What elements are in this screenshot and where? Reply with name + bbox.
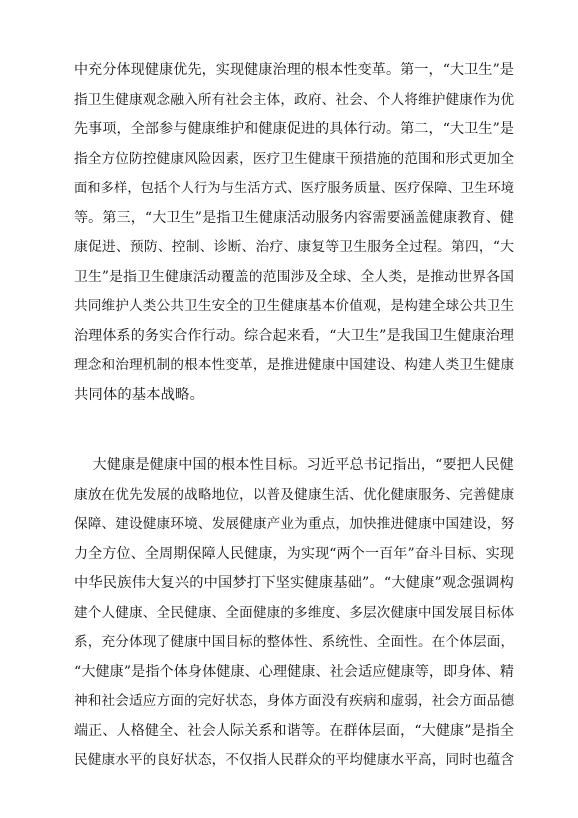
text-line: 指卫生健康观念融入所有社会主体，政府、社会、个人将维护健康作为优 <box>74 91 515 108</box>
text-line: 共同体的基本战略。 <box>74 386 205 403</box>
text-line: 等。第三，“大卫生”是指卫生健康活动服务内容需要涵盖健康教育、健 <box>74 209 515 226</box>
text-line: 民健康水平的良好状态，不仅指人民群众的平均健康水平高，同时也蕴含 <box>74 752 515 768</box>
text-line: 康放在优先发展的战略地位，以普及健康生活、优化健康服务、完善健康 <box>74 486 515 503</box>
text-line: 中华民族伟大复兴的中国梦打下坚实健康基础”。“大健康”观念强调构 <box>74 575 514 591</box>
text-line: 卫生”是指卫生健康活动覆盖的范围涉及全球、全人类，是推动世界各国 <box>74 268 515 285</box>
text-line: 保障、建设健康环境、发展健康产业为重点，加快推进健康中国建设，努 <box>74 516 515 532</box>
text-line: 建个人健康、全民健康、全面健康的多维度、多层次健康中国发展目标体 <box>74 604 515 621</box>
text-line: 系，充分体现了健康中国目标的整体性、系统性、全面性。在个体层面， <box>74 634 515 650</box>
text-line: 中充分体现健康优先，实现健康治理的根本性变革。第一，“大卫生”是 <box>74 62 515 78</box>
text-line: 力全方位、全周期保障人民健康，为实现“两个一百年”奋斗目标、实现 <box>74 545 515 562</box>
text-line: 理念和治理机制的根本性变革，是推进健康中国建设、构建人类卫生健康 <box>74 357 515 373</box>
text-line: 共同维护人类公共卫生安全的卫生健康基本价值观，是构建全球公共卫生 <box>74 298 515 314</box>
paragraph-da-weisheng <box>74 56 514 410</box>
text-line: 端正、人格健全、社会人际关系和谐等。在群体层面，“大健康”是指全 <box>74 722 515 739</box>
text-line: 康促进、预防、控制、诊断、治疗、康复等卫生服务全过程。第四，“大 <box>74 239 515 255</box>
text-line: 面和多样，包括个人行为与生活方式、医疗服务质量、医疗保障、卫生环境 <box>74 181 515 196</box>
text-line: 指全方位防控健康风险因素，医疗卫生健康干预措施的范围和形式更加全 <box>74 150 515 167</box>
paragraph-da-jiankang <box>74 451 514 776</box>
text-line: 治理体系的务实合作行动。综合起来看，“大卫生”是我国卫生健康治理 <box>74 327 515 344</box>
text-line: 神和社会适应方面的完好状态，身体方面没有疾病和虚弱，社会方面品德 <box>74 693 515 709</box>
text-line: “大健康”是指个体身体健康、心理健康、社会适应健康等，即身体、精 <box>74 663 515 680</box>
text-line: 大健康是健康中国的根本性目标。习近平总书记指出，“要把人民健 <box>74 457 514 473</box>
text-line: 先事项，全部参与健康维护和健康促进的具体行动。第二，“大卫生”是 <box>74 121 515 137</box>
